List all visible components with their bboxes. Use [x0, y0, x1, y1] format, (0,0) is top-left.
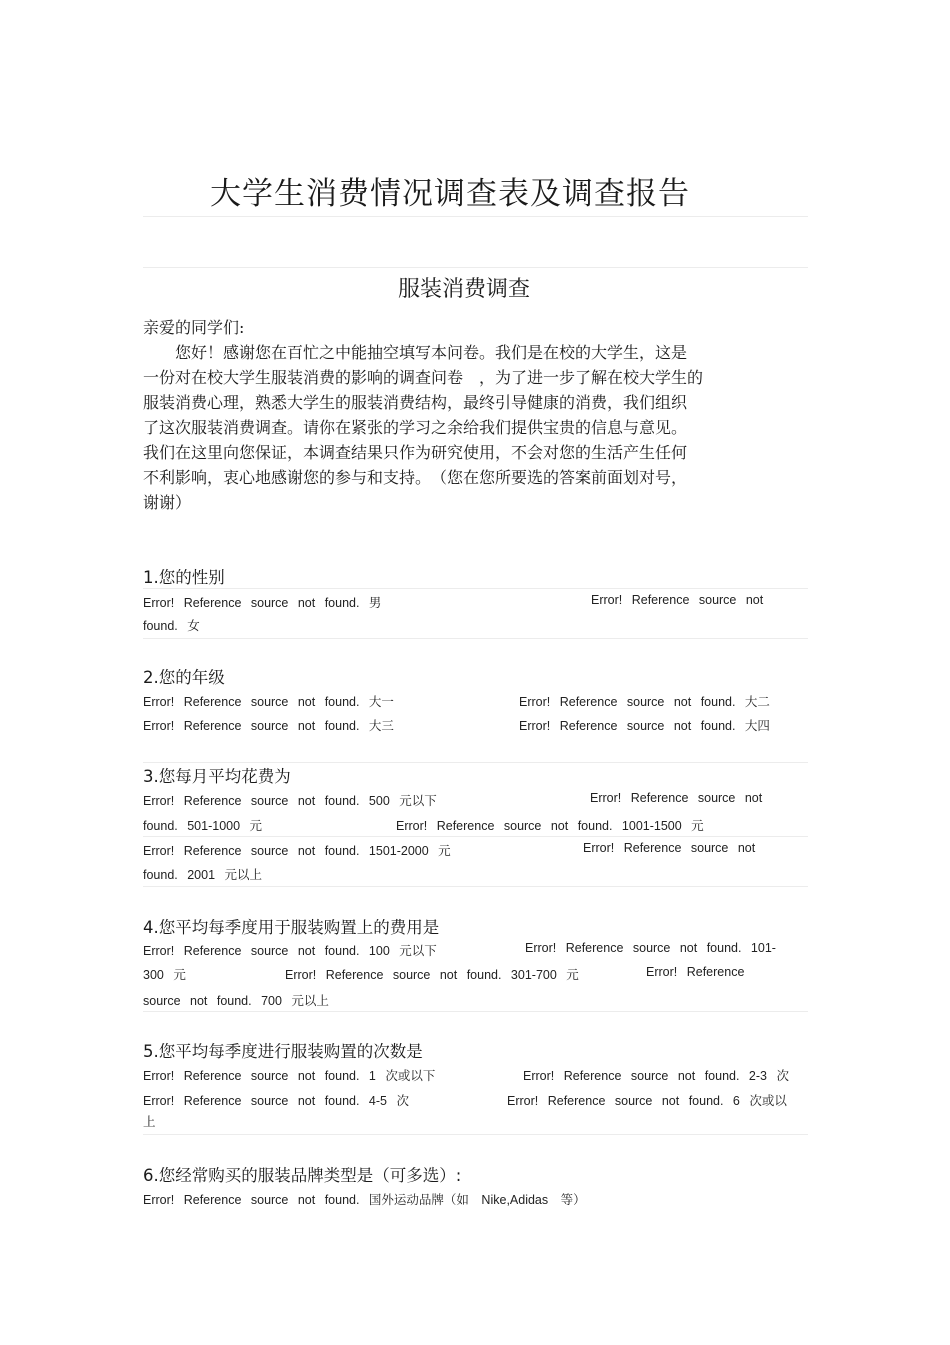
- document-title: 大学生消费情况调查表及调查报告: [210, 176, 690, 212]
- intro-line: 我们在这里向您保证，本调查结果只作为研究使用，不会对您的生活产生任何: [143, 443, 688, 462]
- option-spend-5-cont[interactable]: found. 2001 元以上: [143, 868, 263, 882]
- option-clothing-cost-3[interactable]: Error! Reference source not found. 301-700 元: [285, 968, 579, 982]
- option-male[interactable]: Error! Reference source not found. 男: [143, 596, 382, 610]
- option-purchase-count-4[interactable]: Error! Reference source not found. 6 次或以: [507, 1094, 787, 1108]
- divider: [143, 267, 808, 268]
- option-grade-2[interactable]: Error! Reference source not found. 大二: [519, 695, 770, 709]
- option-purchase-count-1[interactable]: Error! Reference source not found. 1 次或以下: [143, 1069, 436, 1083]
- intro-line: 一份对在校大学生服装消费的影响的调查问卷 ，为了进一步了解在校大学生的: [143, 368, 704, 387]
- divider: [143, 216, 808, 217]
- question-4-title: 4.您平均每季度用于服装购置上的费用是: [143, 918, 440, 937]
- option-spend-2[interactable]: Error! Reference source not: [590, 791, 763, 805]
- question-5-title: 5.您平均每季度进行服装购置的次数是: [143, 1042, 423, 1061]
- intro-line: 谢谢）: [143, 493, 192, 512]
- question-3-title: 3.您每月平均花费为: [143, 767, 291, 786]
- option-brand-foreign-sports[interactable]: Error! Reference source not found. 国外运动品牌（如 Nike,Adidas 等）: [143, 1193, 586, 1207]
- option-purchase-count-2[interactable]: Error! Reference source not found. 2-3 次: [523, 1069, 789, 1083]
- question-6-title: 6.您经常购买的服装品牌类型是（可多选）:: [143, 1166, 462, 1185]
- question-1-title: 1.您的性别: [143, 568, 225, 587]
- greeting: 亲爱的同学们:: [143, 318, 245, 337]
- option-spend-5[interactable]: Error! Reference source not: [583, 841, 756, 855]
- divider: [143, 836, 808, 837]
- divider: [143, 1011, 808, 1012]
- option-clothing-cost-4[interactable]: Error! Reference: [646, 965, 745, 979]
- option-female-cont[interactable]: found. 女: [143, 619, 200, 633]
- option-grade-4[interactable]: Error! Reference source not found. 大四: [519, 719, 770, 733]
- intro-line: 您好！感谢您在百忙之中能抽空填写本问卷。我们是在校的大学生，这是: [143, 343, 688, 362]
- option-spend-1[interactable]: Error! Reference source not found. 500 元以下: [143, 794, 437, 808]
- option-female[interactable]: Error! Reference source not: [591, 593, 764, 607]
- option-grade-1[interactable]: Error! Reference source not found. 大一: [143, 695, 394, 709]
- divider: [143, 638, 808, 639]
- intro-line: 不利影响，衷心地感谢您的参与和支持。 （您在您所要选的答案前面划对号，: [143, 468, 688, 487]
- intro-paragraph: [143, 340, 783, 515]
- option-spend-3[interactable]: Error! Reference source not found. 1001-1500 元: [396, 819, 704, 833]
- divider: [143, 1134, 808, 1135]
- option-spend-4[interactable]: Error! Reference source not found. 1501-2000 元: [143, 844, 451, 858]
- option-purchase-count-4-cont[interactable]: 上: [143, 1115, 156, 1129]
- question-2-title: 2.您的年级: [143, 668, 225, 687]
- intro-line: 了这次服装消费调查。请你在紧张的学习之余给我们提供宝贵的信息与意见。: [143, 418, 688, 437]
- option-purchase-count-3[interactable]: Error! Reference source not found. 4-5 次: [143, 1094, 409, 1108]
- option-grade-3[interactable]: Error! Reference source not found. 大三: [143, 719, 394, 733]
- option-clothing-cost-2-cont[interactable]: 300 元: [143, 968, 186, 982]
- intro-line: 服装消费心理，熟悉大学生的服装消费结构，最终引导健康的消费，我们组织: [143, 393, 688, 412]
- section-title: 服装消费调查: [398, 277, 531, 302]
- option-clothing-cost-4-cont[interactable]: source not found. 700 元以上: [143, 994, 329, 1008]
- divider: [143, 886, 808, 887]
- divider: [143, 588, 808, 589]
- option-clothing-cost-2[interactable]: Error! Reference source not found. 101-: [525, 941, 776, 955]
- option-clothing-cost-1[interactable]: Error! Reference source not found. 100 元以下: [143, 944, 437, 958]
- option-spend-2-cont[interactable]: found. 501-1000 元: [143, 819, 263, 833]
